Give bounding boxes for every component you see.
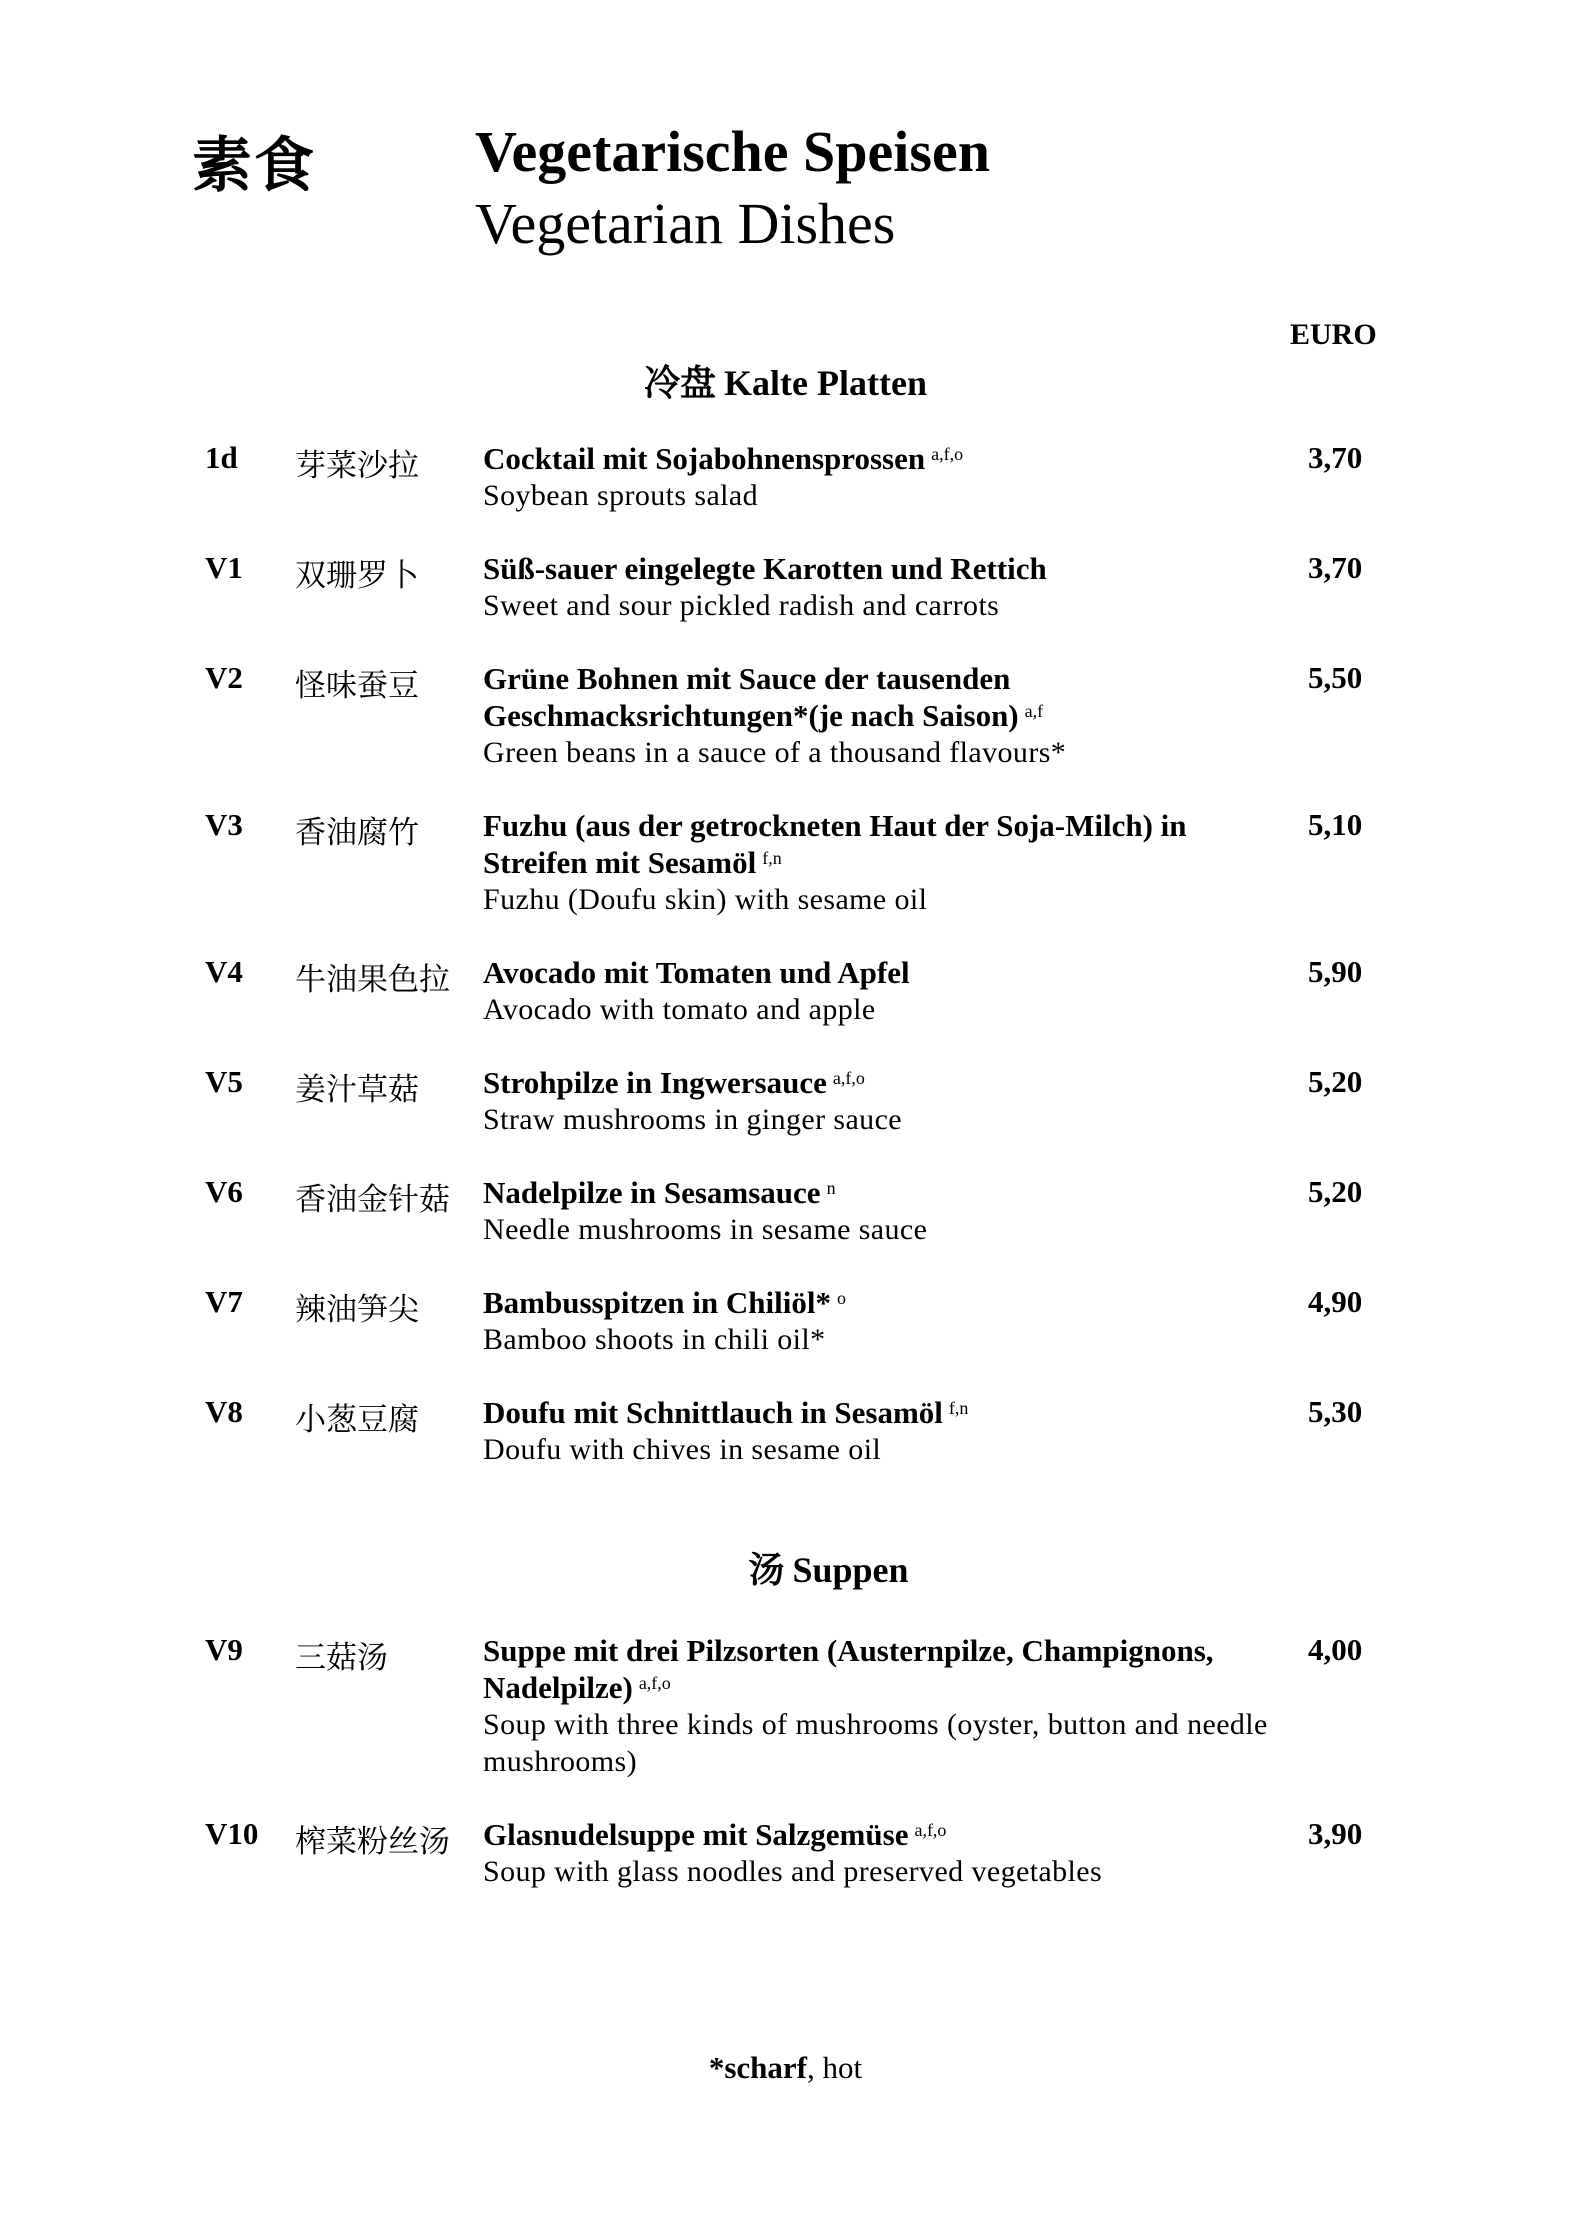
item-code: V6 — [205, 1174, 243, 1209]
item-german-name: Fuzhu (aus der getrockneten Haut der Soja-Milch) in Streifen mit Sesamöl $^{f,n}$ — [483, 808, 1187, 880]
item-price: 5,50 — [1308, 660, 1363, 695]
item-chinese-name: 辣油笋尖 — [295, 1292, 419, 1328]
item-german-name: Cocktail mit Sojabohnensprossen $^{a,f,o}$ — [483, 441, 964, 476]
item-price: 5,30 — [1308, 1394, 1363, 1429]
item-chinese-name: 小葱豆腐 — [295, 1402, 419, 1438]
item-code: V2 — [205, 660, 243, 695]
item-chinese-name: 怪味蚕豆 — [295, 668, 419, 704]
section-cn-title: 冷盘 — [644, 363, 717, 404]
item-english-name: Soup with three kinds of mushrooms (oyster, button and needle mushrooms) — [483, 1708, 1268, 1778]
item-english-name: Bamboo shoots in chili oil* — [483, 1323, 826, 1356]
item-code: V1 — [205, 550, 243, 585]
item-price: 4,90 — [1308, 1284, 1363, 1319]
german-title: Vegetarische Speisen — [475, 119, 990, 184]
item-price: 5,20 — [1308, 1064, 1363, 1099]
item-code: V7 — [205, 1284, 243, 1319]
item-german-name: Glasnudelsuppe mit Salzgemüse $^{a,f,o}$ — [483, 1817, 947, 1852]
footnote — [0, 2050, 1571, 2086]
item-chinese-name: 芽菜沙拉 — [295, 448, 419, 484]
item-price: 5,90 — [1308, 954, 1363, 989]
item-code: V5 — [205, 1064, 243, 1099]
item-price: 5,10 — [1308, 807, 1363, 842]
item-german-name: Nadelpilze in Sesamsauce $^n$ — [483, 1175, 836, 1210]
item-english-name: Straw mushrooms in ginger sauce — [483, 1103, 902, 1136]
item-chinese-name: 榨菜粉丝汤 — [295, 1824, 450, 1860]
item-price: 4,00 — [1308, 1632, 1363, 1667]
item-allergens: a,f,o — [914, 1820, 947, 1840]
item-german-name: Süß-sauer eingelegte Karotten und Rettich — [483, 551, 1047, 586]
item-allergens: o — [836, 1288, 846, 1308]
item-allergens: a,f,o — [638, 1673, 671, 1693]
item-code: V4 — [205, 954, 243, 989]
item-english-name: Avocado with tomato and apple — [483, 993, 876, 1026]
item-chinese-name: 姜汁草菇 — [295, 1072, 419, 1108]
item-german-name: Bambusspitzen in Chiliöl* $^o$ — [483, 1285, 846, 1320]
item-price: 3,70 — [1308, 550, 1363, 585]
item-chinese-name: 香油金针菇 — [295, 1182, 450, 1218]
item-english-name: Soybean sprouts salad — [483, 479, 759, 512]
item-german-name: Suppe mit drei Pilzsorten (Austernpilze, Champignons, Nadelpilze) $^{a,f,o}$ — [483, 1633, 1214, 1705]
section-title: Suppen — [792, 1550, 909, 1590]
item-chinese-name: 香油腐竹 — [295, 815, 419, 851]
item-allergens: a,f — [1024, 701, 1044, 721]
english-title: Vegetarian Dishes — [475, 191, 896, 256]
item-chinese-name: 双珊罗卜 — [295, 558, 419, 594]
item-price: 3,90 — [1308, 1816, 1363, 1851]
item-code: V10 — [205, 1816, 259, 1851]
item-english-name: Needle mushrooms in sesame sauce — [483, 1213, 928, 1246]
item-english-name: Doufu with chives in sesame oil — [483, 1433, 882, 1466]
item-code: V3 — [205, 807, 243, 842]
item-allergens: a,f,o — [832, 1068, 865, 1088]
section-heading-cold-dishes — [0, 355, 1571, 406]
footnote-spicy-de: *scharf — [708, 2050, 808, 2085]
currency-label: EURO — [1290, 318, 1377, 351]
item-german-name: Strohpilze in Ingwersauce $^{a,f,o}$ — [483, 1065, 865, 1100]
item-price: 3,70 — [1308, 440, 1363, 475]
footnote-spicy-en: , hot — [807, 2050, 863, 2085]
item-allergens: a,f,o — [931, 444, 964, 464]
item-code: 1d — [205, 440, 238, 475]
item-chinese-name: 牛油果色拉 — [295, 962, 450, 998]
item-english-name: Fuzhu (Doufu skin) with sesame oil — [483, 883, 928, 916]
item-allergens: f,n — [948, 1398, 969, 1418]
item-german-name: Grüne Bohnen mit Sauce der tausenden Geschmacksrichtungen*(je nach Saison) $^{a,f}$ — [483, 661, 1044, 733]
chinese-title: 素食 — [192, 131, 316, 201]
item-german-name: Avocado mit Tomaten und Apfel — [483, 955, 910, 990]
section-cn-title: 汤 — [748, 1550, 785, 1591]
item-english-name: Sweet and sour pickled radish and carrots — [483, 589, 1000, 622]
item-english-name: Green beans in a sauce of a thousand flavours* — [483, 736, 1067, 769]
item-english-name: Soup with glass noodles and preserved vegetables — [483, 1855, 1103, 1888]
section-heading-soups — [0, 1542, 1571, 1593]
section-title: Kalte Platten — [724, 363, 927, 403]
item-price: 5,20 — [1308, 1174, 1363, 1209]
item-allergens: f,n — [762, 848, 782, 868]
item-allergens: n — [826, 1178, 836, 1198]
item-code: V8 — [205, 1394, 243, 1429]
item-german-name: Doufu mit Schnittlauch in Sesamöl $^{f,n}$ — [483, 1395, 969, 1430]
item-code: V9 — [205, 1632, 243, 1667]
item-chinese-name: 三菇汤 — [295, 1640, 388, 1676]
